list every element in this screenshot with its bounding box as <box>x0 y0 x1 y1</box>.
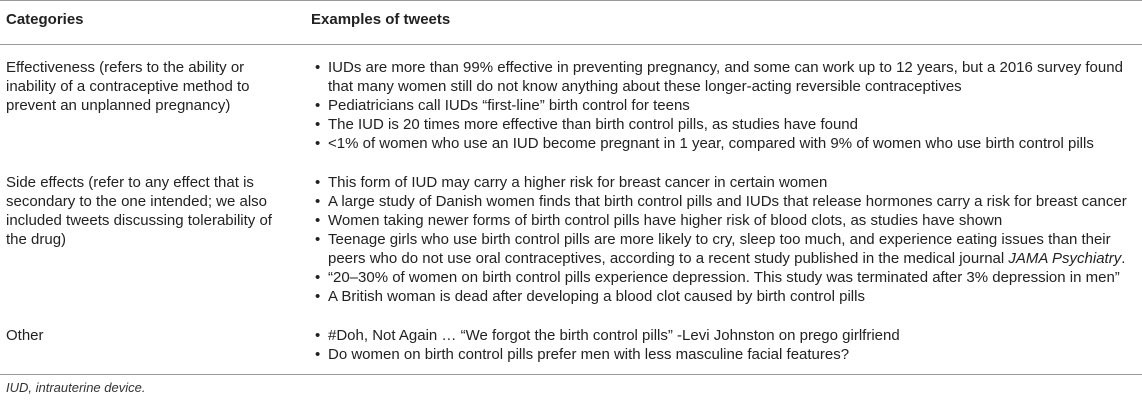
header-categories: Categories <box>6 11 84 28</box>
table-top-rule <box>0 0 1142 1</box>
list-item <box>311 230 1137 268</box>
list-item: • Women taking newer forms of birth control pills have higher risk of blood clots, as studies have shown <box>311 211 1137 230</box>
examples-effectiveness <box>311 58 1137 153</box>
table-footnote: IUD, intrauterine device. <box>6 380 146 395</box>
list-item: • This form of IUD may carry a higher risk for breast cancer in certain women <box>311 173 1137 192</box>
examples-side-effects <box>311 173 1137 306</box>
list-item: • Pediatricians call IUDs “first-line” birth control for teens <box>311 96 1137 115</box>
examples-other <box>311 326 1137 364</box>
list-item: • #Doh, Not Again … “We forgot the birth control pills” -Levi Johnston on prego girlfriend <box>311 326 1137 345</box>
category-effectiveness: Effectiveness (refers to the ability or inability of a contraceptive method to prevent an unplanned pregnancy) <box>6 59 250 114</box>
list-item: • IUDs are more than 99% effective in preventing pregnancy, and some can work up to 12 years, but a 2016 survey found that many women still do not know anything about these longer-acting reversible contraceptives <box>311 58 1137 96</box>
table-header-rule <box>0 44 1142 45</box>
list-item: • The IUD is 20 times more effective than birth control pills, as studies have found <box>311 115 1137 134</box>
list-item: • <1% of women who use an IUD become pregnant in 1 year, compared with 9% of women who use birth control pills <box>311 134 1137 153</box>
category-side-effects: Side effects (refer to any effect that is secondary to the one intended; we also included tweets discussing tolerability of the drug) <box>6 174 272 248</box>
list-item: • A large study of Danish women finds that birth control pills and IUDs that release hormones carry a risk for breast cancer <box>311 192 1137 211</box>
table-bottom-rule <box>0 374 1142 375</box>
category-other: Other <box>6 327 44 344</box>
list-item: • “20–30% of women on birth control pills experience depression. This study was terminated after 3% depression in men” <box>311 268 1137 287</box>
list-item: • Do women on birth control pills prefer men with less masculine facial features? <box>311 345 1137 364</box>
list-item: • A British woman is dead after developing a blood clot caused by birth control pills <box>311 287 1137 306</box>
list-item-text: Teenage girls who use birth control pills are more likely to cry, sleep too much, and experience eating issues than their peers who do not use oral contraceptives, according to a recent study published in the medical journal <box>328 231 1111 267</box>
journal-name: JAMA Psychiatry <box>1008 250 1122 267</box>
journal-suffix: . <box>1121 250 1126 267</box>
header-examples: Examples of tweets <box>311 11 451 28</box>
